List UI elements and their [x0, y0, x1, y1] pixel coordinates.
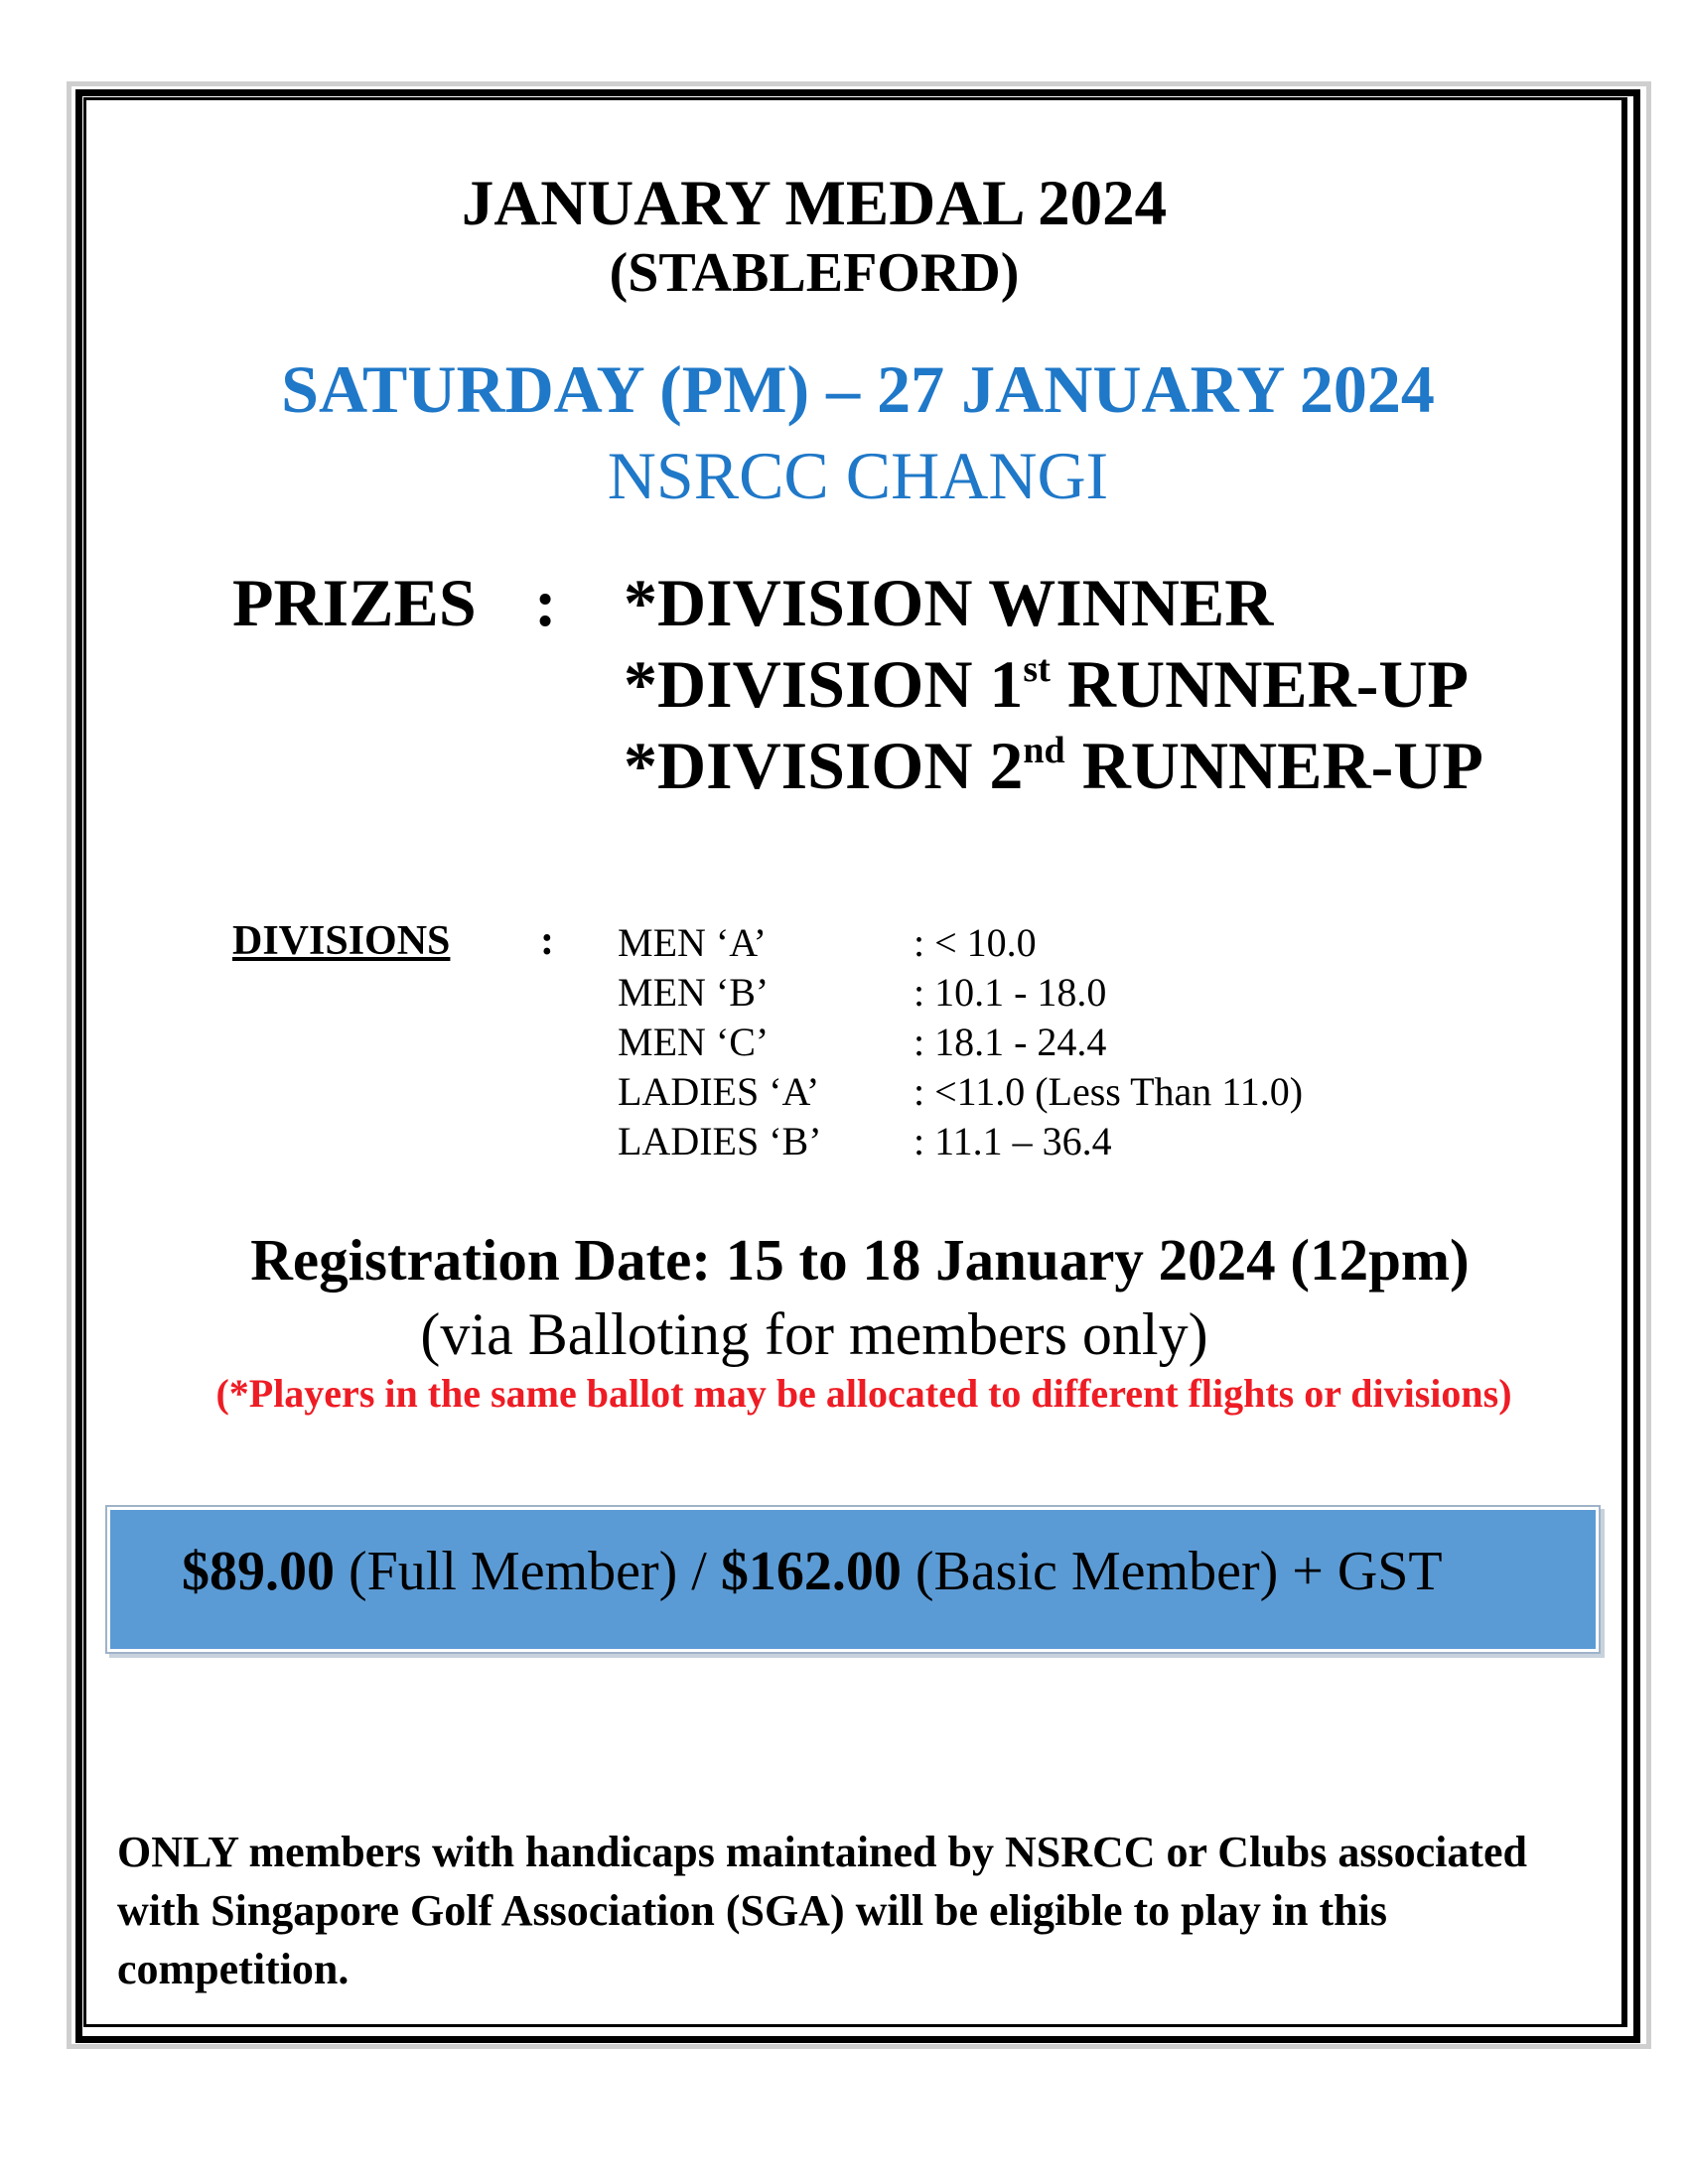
- event-format: (STABLEFORD): [609, 242, 1020, 304]
- event-venue: NSRCC CHANGI: [607, 438, 1109, 513]
- ballot-note: (*Players in the same ballot may be allocated to different flights or divisions): [215, 1371, 1512, 1416]
- event-date: SATURDAY (PM) – 27 JANUARY 2024: [281, 351, 1435, 427]
- division-range: : <11.0 (Less Than 11.0): [914, 1069, 1304, 1114]
- division-range: : 18.1 - 24.4: [914, 1020, 1107, 1064]
- full-member-label: (Full Member) /: [335, 1541, 721, 1602]
- eligibility-notice: ONLY members with handicaps maintained by NSRCC or Clubs associated with Singapore Golf Association (SGA) will be eligible to play in this competition.: [117, 1828, 1528, 1993]
- basic-member-price: $162.00: [720, 1541, 902, 1602]
- division-name: MEN ‘C’: [618, 1020, 770, 1064]
- registration-method: (via Balloting for members only): [420, 1301, 1208, 1367]
- division-range: : 10.1 - 18.0: [914, 970, 1107, 1015]
- divisions-colon: :: [540, 918, 554, 964]
- prize-item: *DIVISION 2nd RUNNER-UP: [624, 728, 1483, 803]
- division-name: LADIES ‘B’: [618, 1119, 822, 1163]
- price-text: [182, 1540, 1443, 1603]
- division-range: : 11.1 – 36.4: [914, 1119, 1112, 1163]
- division-name: MEN ‘B’: [618, 970, 770, 1015]
- registration-date: Registration Date: 15 to 18 January 2024 (12pm): [250, 1227, 1470, 1293]
- event-title: JANUARY MEDAL 2024: [461, 168, 1168, 239]
- divisions-label: DIVISIONS: [232, 918, 451, 964]
- prizes-label: PRIZES: [232, 565, 477, 640]
- prizes-colon: :: [534, 565, 557, 640]
- division-name: LADIES ‘A’: [618, 1069, 820, 1114]
- prize-item: *DIVISION 1st RUNNER-UP: [624, 646, 1470, 722]
- prize-item: *DIVISION WINNER: [624, 565, 1274, 640]
- full-member-price: $89.00: [182, 1541, 335, 1602]
- division-range: : < 10.0: [914, 920, 1037, 965]
- basic-member-label: (Basic Member) + GST: [901, 1541, 1443, 1602]
- division-name: MEN ‘A’: [618, 920, 767, 965]
- price-box: [107, 1507, 1599, 1652]
